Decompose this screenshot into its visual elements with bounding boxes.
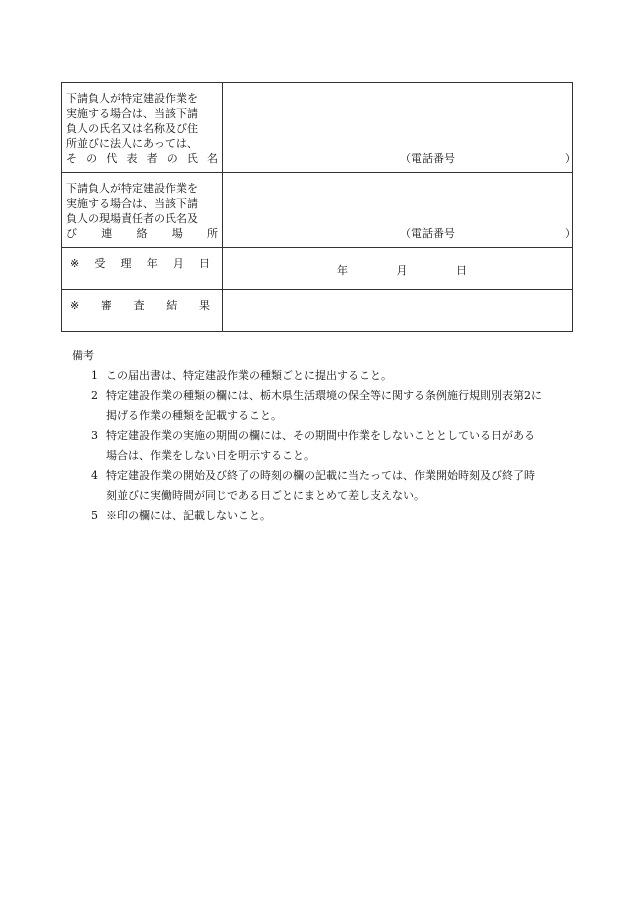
note-line: 特定建設作業の種類の欄には、栃木県生活環境の保全等に関する条例施行規則別表第2に (106, 389, 542, 402)
phone-close: ） (565, 152, 576, 165)
site-manager-row (62, 173, 573, 248)
note-line: この届出書は、特定建設作業の種類ごとに提出すること。 (106, 369, 392, 382)
phone-open: （電話番号 (400, 227, 455, 240)
label-line: 負人の現場責任者の氏名及 (66, 212, 198, 225)
site-manager-field[interactable] (223, 173, 576, 248)
label-char: 月 (172, 257, 184, 270)
label-char: 査 (133, 299, 145, 312)
phone-number-label (400, 225, 576, 241)
note-number: 3 (91, 429, 98, 442)
note-line: 掲げる作業の種類を記載すること。 (106, 409, 282, 422)
subcontractor-name-label (62, 83, 223, 173)
label-char: 日 (199, 257, 210, 270)
label-char: 所 (207, 227, 218, 240)
phone-close: ） (565, 227, 576, 240)
date-placeholder (337, 262, 467, 278)
note-line: ※印の欄には、記載しないこと。 (106, 509, 271, 522)
label-char: 審 (100, 299, 112, 312)
note-item (72, 506, 582, 526)
note-line: 特定建設作業の実施の期間の欄には、その期間中作業をしないこととしている日がある (106, 429, 535, 442)
note-number: 4 (91, 469, 98, 482)
label-line: 実施する場合は、当該下請 (66, 197, 198, 210)
note-text (106, 386, 582, 426)
label-char: そ (66, 152, 77, 165)
note-number: 2 (91, 389, 98, 402)
label-line-spread (66, 256, 218, 271)
review-result-row (62, 290, 573, 332)
label-char: 結 (166, 299, 178, 312)
day-label: 日 (456, 264, 467, 277)
phone-number-label (400, 150, 576, 166)
label-char: 者 (146, 152, 158, 165)
label-char: 連 (101, 227, 113, 240)
label-char: 理 (120, 257, 132, 270)
notification-form-table (61, 82, 576, 332)
note-number: 5 (91, 509, 98, 522)
label-char: 年 (146, 257, 158, 270)
receipt-date-label (62, 248, 223, 290)
phone-open: （電話番号 (400, 152, 455, 165)
review-result-field[interactable] (223, 290, 573, 332)
label-char: び (66, 227, 77, 240)
note-item (72, 386, 582, 426)
label-line: 下請負人が特定建設作業を (66, 92, 198, 105)
label-char: の (166, 152, 178, 165)
receipt-date-row (62, 248, 573, 290)
note-text (106, 506, 582, 526)
note-line: 特定建設作業の開始及び終了の時刻の欄の記載に当たっては、作業開始時刻及び終了時 (106, 469, 535, 482)
label-line-spread (66, 226, 218, 241)
review-result-label (62, 290, 223, 332)
notes-title: 備考 (72, 349, 94, 362)
subcontractor-name-field[interactable] (223, 83, 576, 173)
notes-section (72, 346, 582, 526)
label-char: 果 (198, 299, 210, 312)
note-number: 1 (91, 369, 98, 382)
year-label: 年 (337, 264, 348, 277)
note-line: 刻並びに実働時間が同じである日ごとにまとめて差し支えない。 (106, 489, 425, 502)
label-line: 実施する場合は、当該下請 (66, 107, 198, 120)
label-line: 所並びに法人にあっては、 (66, 137, 198, 150)
note-text (106, 426, 582, 466)
label-char: 代 (106, 152, 118, 165)
label-char: 場 (171, 227, 183, 240)
note-line: 場合は、作業をしない日を明示すること。 (106, 449, 315, 462)
site-manager-label (62, 173, 223, 248)
label-line: 負人の氏名又は名称及び住 (66, 122, 198, 135)
month-label: 月 (396, 264, 408, 277)
label-line-spread (66, 298, 218, 313)
label-line-spread (66, 151, 218, 166)
asterisk-mark: ※ (70, 299, 80, 312)
note-item (72, 466, 582, 506)
note-item (72, 366, 582, 386)
asterisk-mark: ※ (70, 257, 80, 270)
label-char: 名 (206, 152, 218, 165)
label-char: 受 (94, 257, 106, 270)
label-line: 下請負人が特定建設作業を (66, 182, 198, 195)
label-char: 絡 (136, 227, 148, 240)
label-char: 氏 (186, 152, 198, 165)
note-text (106, 366, 582, 386)
receipt-date-field[interactable] (223, 248, 573, 290)
label-char: の (86, 152, 98, 165)
label-char: 表 (126, 152, 138, 165)
subcontractor-name-row (62, 83, 573, 173)
note-text (106, 466, 582, 506)
note-item (72, 426, 582, 466)
